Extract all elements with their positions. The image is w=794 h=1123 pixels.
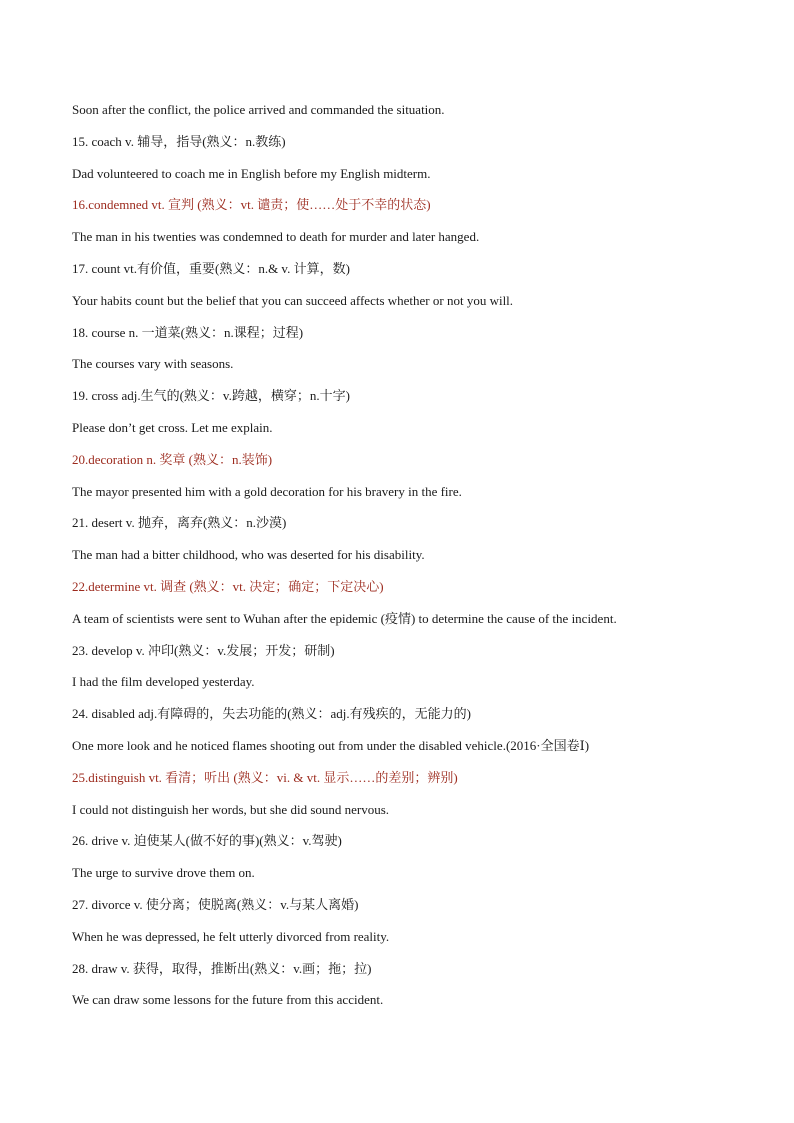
example-sentence-desert: The man had a bitter childhood, who was deserted for his disability. (72, 547, 425, 563)
example-sentence-command: Soon after the conflict, the police arrived and commanded the situation. (72, 102, 445, 117)
vocab-entry-desert: 21. desert v. 抛弃，离弃(熟义：n.沙漠) (72, 515, 287, 531)
example-sentence-count: Your habits count but the belief that you can succeed affects whether or not you will. (72, 292, 514, 308)
example-sentence-course: The courses vary with seasons. (72, 356, 234, 372)
vocab-entry-develop: 23. develop v. 冲印(熟义：v.发展；开发；研制) (72, 642, 335, 658)
vocab-entry-draw: 28. draw v. 获得，取得，推断出(熟义：v.画；拖；拉) (72, 960, 372, 976)
example-sentence-disabled: One more look and he noticed flames shooting out from under the disabled vehicle.(2016·全国卷Ⅰ) (72, 737, 590, 753)
example-sentence-coach: Dad volunteered to coach me in English before my English midterm. (72, 165, 431, 181)
vocab-entry-drive: 26. drive v. 迫使某人(做不好的事)(熟义：v.驾驶) (72, 833, 342, 849)
vocab-entry-coach: 15. coach v. 辅导，指导(熟义：n.教练) (72, 133, 286, 149)
vocab-entry-divorce: 27. divorce v. 使分离；使脱离(熟义：v.与某人离婚) (72, 896, 359, 912)
vocab-entry-cross: 19. cross adj.生气的(熟义：v.跨越，横穿；n.十字) (72, 388, 350, 404)
example-sentence-condemned: The man in his twenties was condemned to death for murder and later hanged. (72, 229, 480, 245)
vocab-entry-course: 18. course n. 一道菜(熟义：n.课程；过程) (72, 324, 304, 340)
document-page (72, 99, 752, 1021)
vocab-entry-decoration: 20.decoration n. 奖章 (熟义：n.装饰) (72, 451, 273, 467)
example-sentence-cross: Please don’t get cross. Let me explain. (72, 419, 273, 435)
example-sentence-determine: A team of scientists were sent to Wuhan after the epidemic (疫情) to determine the cause of the incident. (72, 610, 617, 626)
vocab-entry-disabled: 24. disabled adj.有障碍的，失去功能的(熟义：adj.有残疾的，无能力的) (72, 706, 471, 722)
example-sentence-divorce: When he was depressed, he felt utterly divorced from reality. (72, 928, 390, 944)
example-sentence-decoration: The mayor presented him with a gold decoration for his bravery in the fire. (72, 483, 462, 499)
vocab-entry-determine: 22.determine vt. 调查 (熟义：vt. 决定；确定；下定决心) (72, 578, 384, 594)
vocab-entry-condemned: 16.condemned vt. 宣判 (熟义：vt. 谴责；使……处于不幸的状态) (72, 197, 431, 213)
example-sentence-develop: I had the film developed yesterday. (72, 674, 255, 690)
vocab-entry-distinguish: 25.distinguish vt. 看清；听出 (熟义：vi. & vt. 显示……的差别；辨别) (72, 769, 458, 785)
vocab-entry-count: 17. count vt.有价值，重要(熟义：n.& v. 计算，数) (72, 260, 350, 276)
example-sentence-draw: We can draw some lessons for the future from this accident. (72, 992, 384, 1008)
example-sentence-distinguish: I could not distinguish her words, but she did sound nervous. (72, 801, 390, 817)
example-sentence-drive: The urge to survive drove them on. (72, 865, 255, 881)
